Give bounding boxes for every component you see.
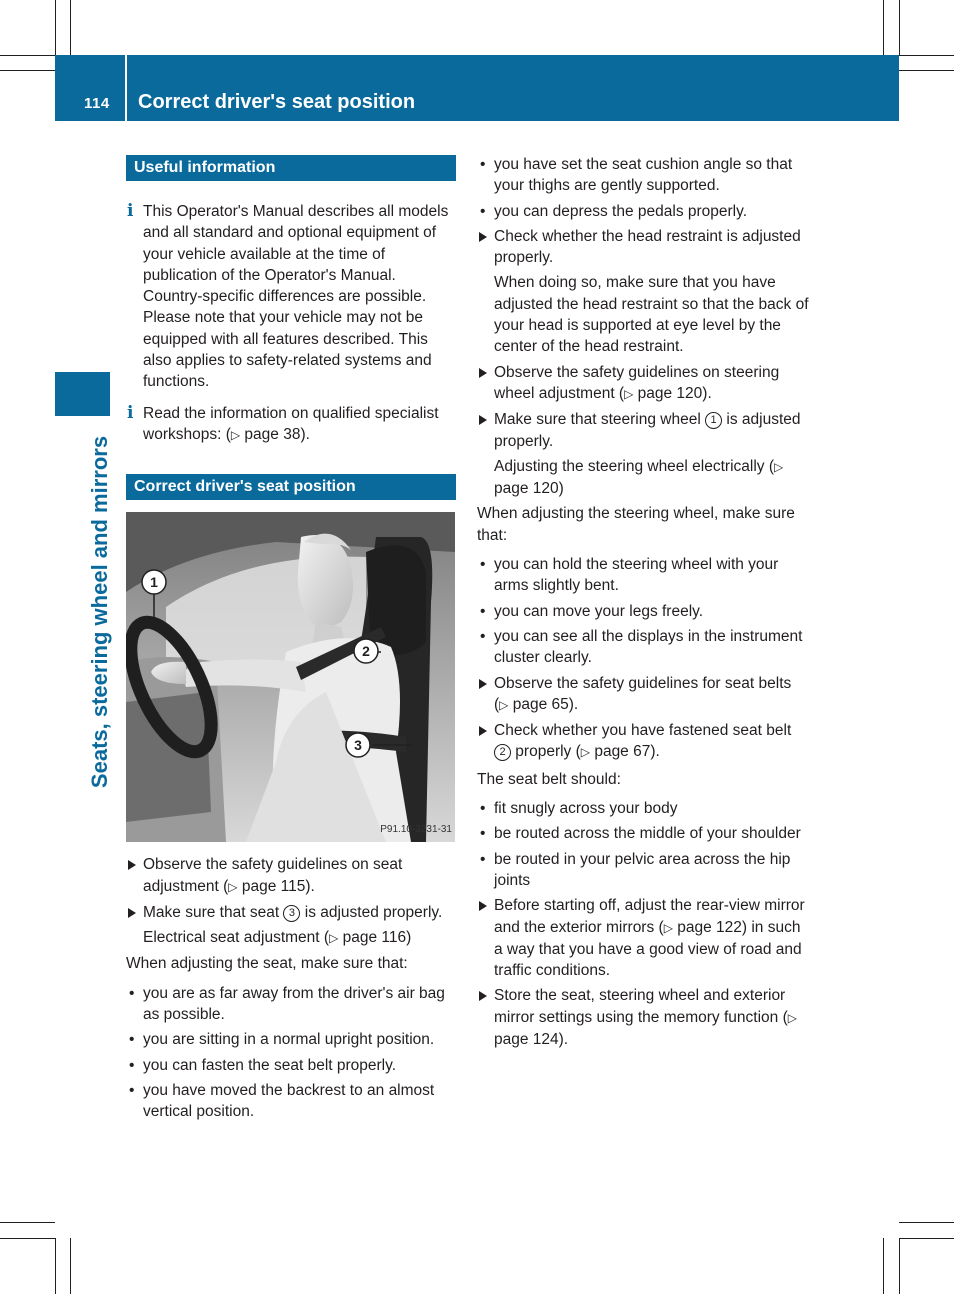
crop-mark bbox=[899, 0, 900, 55]
page-ref-arrow-icon: ▷ bbox=[774, 459, 784, 474]
list-item: • you can move your legs freely. bbox=[477, 601, 809, 622]
instruction-step: Make sure that seat 3 is adjusted properly. bbox=[126, 902, 456, 923]
bullet-list bbox=[477, 798, 809, 891]
side-tab-marker bbox=[55, 372, 110, 416]
list-item: • you are sitting in a normal upright position. bbox=[126, 1029, 456, 1050]
list-item: • you can depress the pedals properly. bbox=[477, 201, 809, 222]
list-item: • you can see all the displays in the instrument cluster clearly. bbox=[477, 626, 809, 669]
page-header bbox=[55, 55, 899, 121]
section-heading-useful-info: Useful information bbox=[126, 155, 456, 181]
info-icon: i bbox=[127, 402, 134, 423]
right-column bbox=[477, 154, 809, 1050]
list-item: • fit snugly across your body bbox=[477, 798, 809, 819]
left-column bbox=[126, 155, 456, 1123]
instruction-step: Check whether you have fastened seat belt 2 properly (▷ page 67). bbox=[477, 720, 809, 764]
callout-ref-1: 1 bbox=[705, 412, 722, 429]
instruction-step: Before starting off, adjust the rear-view mirror and the exterior mirrors (▷ page 122) in such a way that you have a good view of road and traffic conditions. bbox=[477, 895, 809, 981]
crop-mark bbox=[0, 1222, 55, 1223]
crop-mark bbox=[0, 70, 55, 71]
page-number: 114 bbox=[84, 95, 110, 112]
page-ref-arrow-icon: ▷ bbox=[230, 427, 241, 442]
list-item: • you have moved the backrest to an almost vertical position. bbox=[126, 1080, 456, 1123]
list-item: • you can hold the steering wheel with your arms slightly bent. bbox=[477, 554, 809, 597]
callout-ref-2: 2 bbox=[494, 744, 511, 761]
bullet-list bbox=[126, 983, 456, 1123]
info-note-text: Read the information on qualified specialist workshops: (▷ page 38). bbox=[143, 404, 439, 443]
instruction-step: Observe the safety guidelines for seat belts (▷ page 65). bbox=[477, 673, 809, 717]
instruction-step: Observe the safety guidelines on seat adjustment (▷ page 115). bbox=[126, 854, 456, 898]
list-item: • be routed in your pelvic area across the hip joints bbox=[477, 849, 809, 892]
instruction-step: Check whether the head restraint is adjusted properly. bbox=[477, 226, 809, 269]
info-icon: i bbox=[127, 201, 134, 221]
page-ref-arrow-icon: ▷ bbox=[580, 745, 591, 760]
bullet-list bbox=[477, 554, 809, 668]
list-item: • be routed across the middle of your shoulder bbox=[477, 823, 809, 844]
crop-mark bbox=[55, 1238, 56, 1294]
list-item: • you have set the seat cushion angle so that your thighs are gently supported. bbox=[477, 154, 809, 197]
callout-ref-3: 3 bbox=[283, 905, 300, 922]
crop-mark bbox=[899, 55, 954, 56]
crop-mark bbox=[0, 55, 55, 56]
info-note bbox=[126, 403, 456, 447]
side-tab-label: Seats, steering wheel and mirrors bbox=[87, 435, 112, 789]
instruction-step: Observe the safety guidelines on steering wheel adjustment (▷ page 120). bbox=[477, 362, 809, 406]
page-ref-arrow-icon: ▷ bbox=[499, 697, 509, 712]
crop-mark bbox=[70, 0, 71, 55]
page-ref-arrow-icon: ▷ bbox=[787, 1010, 797, 1025]
page-ref-arrow-icon: ▷ bbox=[624, 386, 634, 401]
crop-mark bbox=[883, 0, 884, 55]
instruction-subtext: Adjusting the steering wheel electrically (▷ page 120) bbox=[494, 457, 784, 498]
crop-mark bbox=[0, 1238, 55, 1239]
page-title: Correct driver's seat position bbox=[138, 91, 416, 113]
driver-seat-illustration bbox=[126, 512, 455, 842]
instruction-subtext: Electrical seat adjustment (▷ page 116) bbox=[143, 929, 412, 947]
paragraph: When adjusting the steering wheel, make sure that: bbox=[477, 505, 795, 544]
page-ref-arrow-icon: ▷ bbox=[329, 931, 339, 946]
figure-code: P91.10-3231-31 bbox=[380, 823, 452, 835]
list-item: • you can fasten the seat belt properly. bbox=[126, 1055, 456, 1076]
paragraph: The seat belt should: bbox=[477, 770, 621, 788]
crop-mark bbox=[899, 1238, 900, 1294]
instruction-step: Make sure that steering wheel 1 is adjusted properly. bbox=[477, 409, 809, 452]
crop-mark bbox=[70, 1238, 71, 1294]
callout-3: 3 bbox=[354, 737, 362, 754]
driver-illustration-svg bbox=[126, 512, 455, 842]
callout-1: 1 bbox=[150, 574, 158, 591]
info-note-text: This Operator's Manual describes all models and all standard and optional equipment of your vehicle available at the time of publication of the Operator's Manual. Country-specific differences are possible. Please note that your vehicle may not be equipped with all features described. This also applies to safety-related systems and functions. bbox=[143, 203, 449, 391]
paragraph: When adjusting the seat, make sure that: bbox=[126, 955, 408, 973]
callout-2: 2 bbox=[362, 643, 370, 660]
page-ref-arrow-icon: ▷ bbox=[228, 879, 238, 894]
list-item: • you are as far away from the driver's air bag as possible. bbox=[126, 983, 456, 1026]
crop-mark bbox=[883, 1238, 884, 1294]
crop-mark bbox=[899, 1222, 954, 1223]
info-note bbox=[126, 201, 456, 393]
header-divider bbox=[125, 55, 127, 121]
crop-mark bbox=[899, 1238, 954, 1239]
page-ref-arrow-icon: ▷ bbox=[663, 920, 673, 935]
section-heading-seat-position: Correct driver's seat position bbox=[126, 474, 456, 500]
crop-mark bbox=[55, 0, 56, 55]
instruction-step: Store the seat, steering wheel and exterior mirror settings using the memory function (▷ page 124). bbox=[477, 985, 809, 1050]
crop-mark bbox=[899, 70, 954, 71]
instruction-subtext: When doing so, make sure that you have adjusted the head restraint so that the back of your head is supported at eye level by the center of the head restraint. bbox=[494, 274, 809, 356]
